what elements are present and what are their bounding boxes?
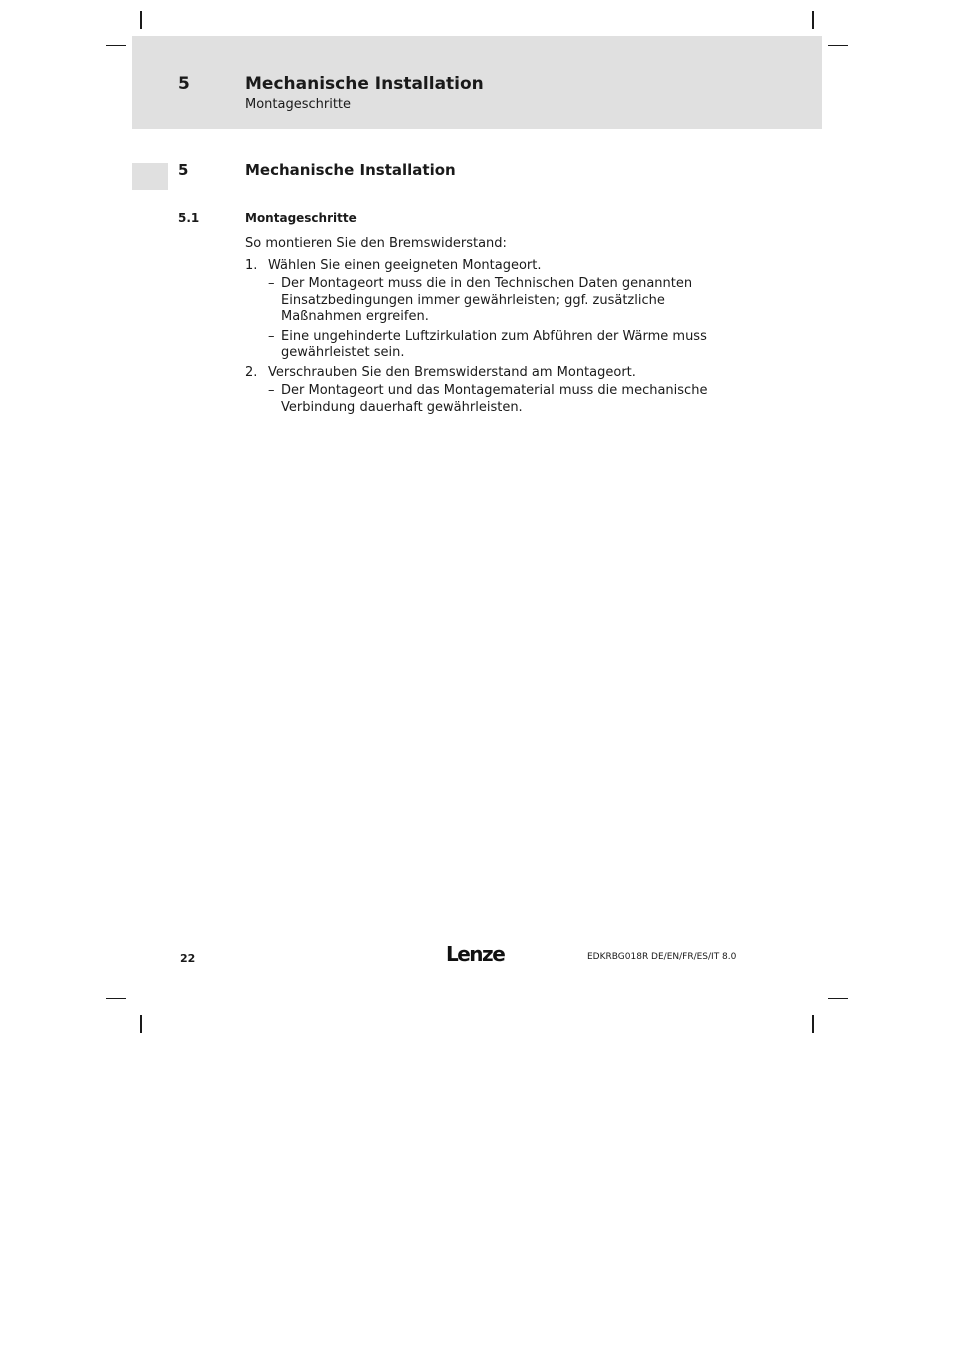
sub-text: Der Montageort muss die in den Technischen Daten genannten Einsatzbedingungen immer gewährleisten; ggf. zusätzliche Maßnahmen ergreifen.: [281, 276, 693, 324]
crop-mark: [140, 1015, 142, 1033]
step-number: 2.: [245, 364, 258, 380]
subsection-title: Montageschritte: [245, 211, 357, 225]
dash-bullet: –: [268, 328, 275, 344]
crop-mark: [812, 11, 814, 29]
sub-list: [268, 383, 715, 416]
lenze-logo: Lenze: [446, 942, 505, 966]
sub-list: [268, 276, 715, 362]
section-subtitle: Montageschritte: [245, 97, 352, 112]
page-number: 22: [180, 952, 196, 965]
crop-mark: [828, 998, 848, 999]
list-item: [245, 258, 715, 362]
list-item: [268, 383, 715, 416]
step-number: 1.: [245, 257, 258, 273]
dash-bullet: –: [268, 276, 275, 291]
crop-mark: [828, 45, 848, 46]
sub-text: Eine ungehinderte Luftzirkulation zum Abführen der Wärme muss gewährleistet sein.: [281, 328, 707, 360]
step-text: Wählen Sie einen geeigneten Montageort.: [268, 257, 542, 273]
crop-mark: [106, 45, 126, 46]
chapter-tab-marker: [132, 163, 168, 190]
step-text: Verschrauben Sie den Bremswiderstand am Montageort.: [268, 364, 636, 380]
sub-text: Der Montageort und das Montagematerial muss die mechanische Verbindung dauerhaft gewährleisten.: [281, 383, 708, 415]
intro-paragraph: So montieren Sie den Bremswiderstand:: [245, 236, 507, 251]
page-header: [132, 36, 822, 129]
step-list: [245, 258, 715, 417]
crop-mark: [140, 11, 142, 29]
document-id: EDKRBG018R DE/EN/FR/ES/IT 8.0: [587, 952, 737, 962]
crop-mark: [812, 1015, 814, 1033]
chapter-title: Mechanische Installation: [245, 74, 484, 94]
dash-bullet: –: [268, 383, 275, 398]
list-item: [268, 276, 715, 326]
section-number: 5: [178, 161, 189, 179]
list-item: [245, 365, 715, 417]
chapter-number: 5: [178, 74, 190, 94]
subsection-number: 5.1: [178, 211, 200, 225]
crop-mark: [106, 998, 126, 999]
list-item: [268, 329, 715, 362]
section-title: Mechanische Installation: [245, 161, 456, 179]
body-text: [245, 236, 715, 419]
